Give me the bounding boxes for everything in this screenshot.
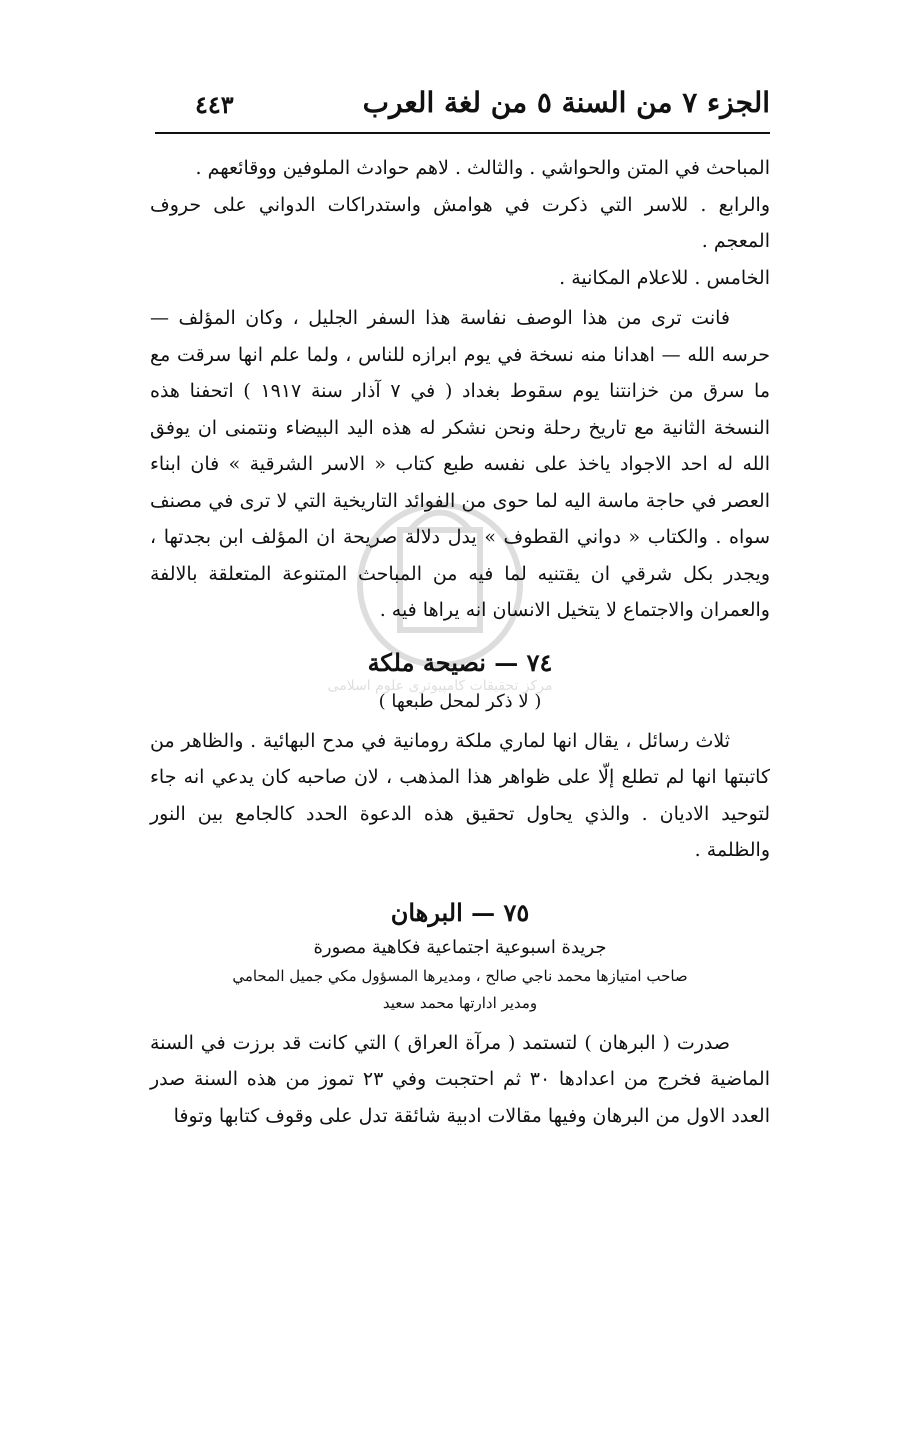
page-header: [155, 82, 770, 134]
page-body: [150, 150, 770, 1134]
section-subtitle: جريدة اسبوعية اجتماعية فكاهية مصورة: [313, 936, 607, 958]
body-line: والرابع . للاسر التي ذكرت في هوامش واستدراكات الدواني على حروف المعجم .: [150, 193, 770, 252]
body-line: المباحث في المتن والحواشي . والثالث . لاهم حوادث الملوفين ووقائعهم .: [195, 157, 770, 179]
page-number: ٤٤٣: [195, 90, 234, 119]
manager-line: ومدير ادارتها محمد سعيد: [382, 993, 538, 1012]
body-paragraph: صدرت ( البرهان ) لتستمد ( مرآة العراق ) التي كانت قد برزت في السنة الماضية فخرج من اعدادها ٣٠ ثم احتجبت وفي ٢٣ تموز من هذه السنة صدر العدد الاول من البرهان وفيها مقالات ادبية شائقة تدل على وقوف كتابها وتوفا: [150, 1031, 770, 1127]
body-paragraph: ثلاث رسائل ، يقال انها لماري ملكة رومانية في مدح البهائية . والظاهر من كاتبتها انها لم تطلع إلّا على ظواهر هذا المذهب ، لان صاحبه كان يدعي انه جاء لتوحيد الاديان . والذي يحاول تحقيق هذه الدعوة الحدد كالجامع بين النور والظلمة .: [150, 729, 770, 861]
watermark-text: مرکز تحقیقات کامپیوتری علوم اسلامی: [327, 678, 553, 694]
section-heading: ٧٤ — نصيحة ملكة: [367, 647, 553, 677]
running-title: الجزء ٧ من السنة ٥ من لغة العرب: [362, 86, 770, 119]
body-paragraph: فانت ترى من هذا الوصف نفاسة هذا السفر الجليل ، وكان المؤلف — حرسه الله — اهدانا منه نسخة في يوم ابرازه للناس ، ولما علم انها سرقت مع ما سرق من خزانتنا يوم سقوط بغداد ( في ٧ آذار سنة ١٩١٧ ) اتحفنا هذه النسخة الثانية مع تاريخ رحلة ونحن نشكر له هذه اليد البيضاء ونتمنى ان يوفق الله له احد الاجواد ياخذ على نفسه طبع كتاب « الاسر الشرقية » فان ابناء العصر في حاجة ماسة اليه لما حوى من الفوائد التاريخية التي لا ترى في مصنف سواه . والكتاب « دواني القطوف » يدل دلالة صريحة ان المؤلف ابن بجدتها ، ويجدر بكل شرقي ان يقتنيه لما فيه من المباحث المتنوعة المتعلقة بالالفة والعمران والاجتماع لا يتخيل الانسان انه يراها فيه .: [150, 307, 771, 621]
section-note: ( لا ذكر لمحل طبعها ): [378, 690, 542, 712]
body-line: الخامس . للاعلام المكانية .: [559, 266, 770, 289]
section-heading: ٧٥ — البرهان: [390, 897, 530, 927]
owner-line: صاحب امتيازها محمد ناجي صالح ، ومديرها المسؤول مكي جميل المحامي: [232, 966, 688, 985]
